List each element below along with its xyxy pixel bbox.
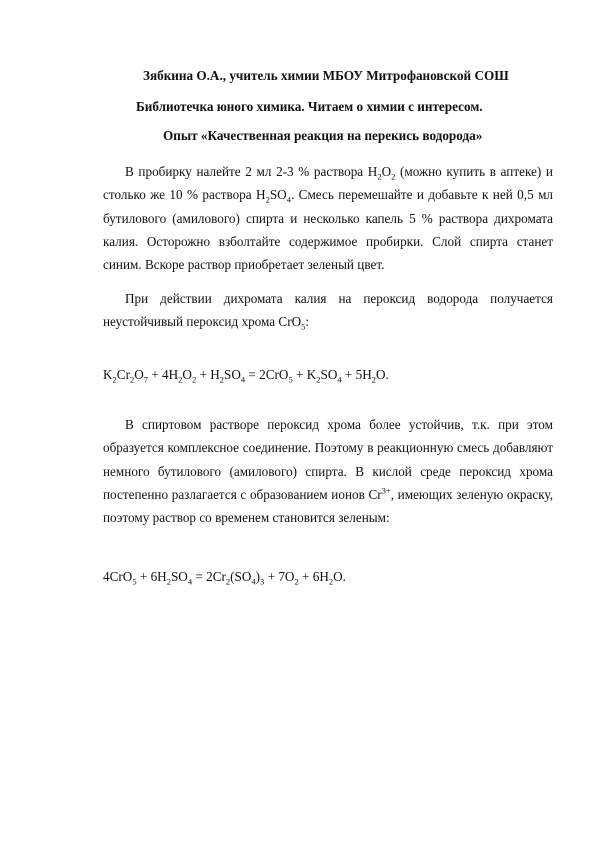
- author-line: Зябкина О.А., учитель химии МБОУ Митрофановской СОШ: [143, 68, 509, 83]
- series-title: Библиотечка юного химика. Читаем о химии с интересом.: [136, 99, 483, 114]
- paragraph-procedure: В пробирку налейте 2 мл 2-3 % раствора $H_2O_2$ (можно купить в аптеке) и столько же 10 % раствора $H_2SO_4$. Смесь перемешайте и добавьте к ней 0,5 мл бутилового (амилового) спирта и несколько капель 5 % раствора дихромата калия. Осторожно взболтайте содержимое пробирки. Слой спирта станет синим. Вскоре раствор приобретает зеленый цвет.: [103, 164, 554, 273]
- equation-1: $K_2Cr_2O_7 + 4H_2O_2 + H_2SO_4 = 2CrO_5 + K_2SO_4 + 5H_2O$.: [103, 367, 389, 385]
- equation-2: $4CrO_5 + 6H_2SO_4 = 2Cr_2(SO_4)_3 + 7O_2 + 6H_2O$.: [103, 569, 346, 587]
- experiment-title: Опыт «Качественная реакция на перекись водорода»: [163, 128, 483, 143]
- paragraph-stability: В спиртовом растворе пероксид хрома более устойчив, т.к. при этом образуется комплексное соединение. Поэтому в реакционную смесь добавляют немного бутилового (амилового) спирта. В кислой среде пероксид хрома постепенно разлагается с образованием ионов $Cr^{3+}$, имеющих зеленую окраску, поэтому раствор со временем становится зеленым:: [103, 417, 553, 526]
- paragraph-explanation: При действии дихромата калия на пероксид водорода получается неустойчивый пероксид хрома CrO$_5$:: [103, 291, 553, 332]
